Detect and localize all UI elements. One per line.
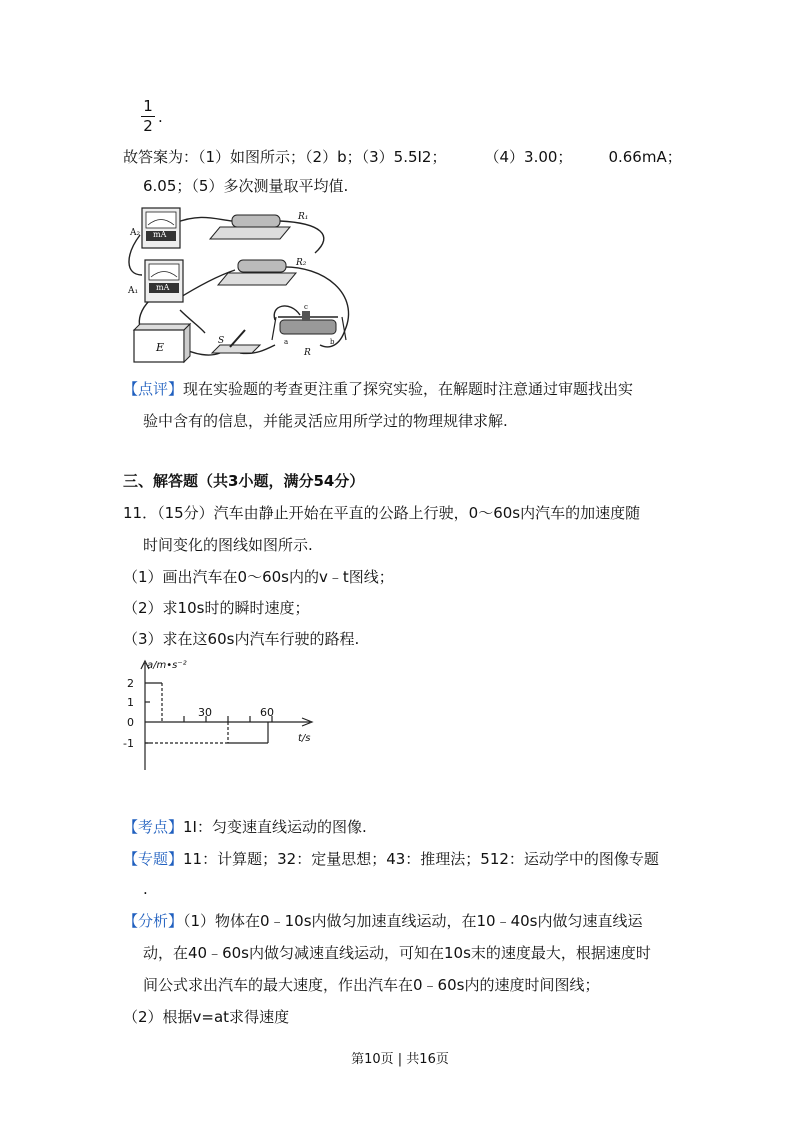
comment-line-1: [123, 378, 633, 400]
y-axis-label: a/m•s⁻²: [147, 660, 187, 671]
circuit-diagram: [120, 205, 360, 370]
y-tick-0: 0: [127, 716, 134, 729]
answer-part-1: 故答案为：（1）如图所示；（2）b；（3）5.5I2；: [123, 148, 447, 166]
answer-part-3: 0.66mA；: [608, 148, 682, 166]
label-e: E: [156, 341, 165, 354]
answer-line-1: [123, 146, 682, 168]
label-meter-a1: mA: [156, 283, 170, 292]
page-footer: 第10页 | 共16页: [351, 1052, 449, 1067]
acceleration-time-graph: [120, 655, 330, 780]
x-tick-60: 60: [260, 706, 274, 719]
fenxi-line-3: 间公式求出汽车的最大速度，作出汽车在0﹣60s内的速度时间图线；: [143, 976, 600, 994]
fenxi-line-2: 动，在40﹣60s内做匀减速直线运动，可知在10s末的速度最大，根据速度时: [143, 944, 651, 962]
fraction-one-half: [141, 98, 155, 135]
label-a: a: [284, 338, 289, 346]
ammeter-a2-icon: [142, 208, 180, 248]
comment-text-1: 现在实验题的考查更注重了探究实验，在解题时注意通过审题找出实: [183, 380, 634, 398]
label-s: S: [218, 336, 225, 346]
ammeter-a1-icon: [145, 260, 183, 302]
comment-tag: 【点评】: [123, 380, 184, 398]
kaodian-text: 1I：匀变速直线运动的图像.: [183, 818, 367, 836]
subquestion-3: （3）求在这60s内汽车行驶的路程.: [123, 630, 360, 648]
label-meter-a2: mA: [153, 230, 167, 239]
fraction-numerator: 1: [143, 97, 153, 115]
label-c: c: [304, 303, 308, 311]
resistor-r1-icon: [210, 215, 290, 239]
comment-line-2: 验中含有的信息，并能灵活应用所学过的物理规律求解.: [143, 412, 508, 430]
subquestion-2: （2）求10s时的瞬时速度；: [123, 599, 310, 617]
zhuanti-text: 11：计算题；32：定量思想；43：推理法；512：运动学中的图像专题: [183, 850, 659, 868]
fenxi-text-1: （1）物体在0﹣10s内做匀加速直线运动，在10﹣40s内做匀速直线运: [183, 912, 643, 930]
label-a1: A₁: [128, 286, 139, 296]
y-tick-1: 1: [127, 696, 134, 709]
kaodian-line: [123, 816, 367, 838]
label-r1: R₁: [298, 212, 309, 222]
rheostat-icon: [272, 311, 346, 340]
kaodian-tag: 【考点】: [123, 818, 184, 836]
resistor-r2-icon: [218, 260, 296, 285]
label-a2: A₂: [130, 228, 141, 238]
section-heading: 三、解答题（共3小题，满分54分）: [123, 472, 365, 490]
label-r2: R₂: [296, 258, 307, 268]
question-line-1: 11．（15分）汽车由静止开始在平直的公路上行驶，0～60s内汽车的加速度随: [123, 504, 641, 522]
x-tick-30: 30: [198, 706, 212, 719]
zhuanti-tag: 【专题】: [123, 850, 184, 868]
answer-line-2: 6.05；（5）多次测量取平均值.: [143, 177, 349, 195]
fenxi-line-1: [123, 910, 643, 932]
subquestion-1: （1）画出汽车在0～60s内的v﹣t图线；: [123, 568, 394, 586]
label-b: b: [330, 338, 335, 346]
zhuanti-line: [123, 848, 659, 870]
y-tick-2: 2: [127, 677, 134, 690]
label-r: R: [304, 348, 311, 358]
x-axis-label: t/s: [298, 733, 311, 744]
y-tick-minus-1: -1: [123, 737, 134, 750]
fraction-period: .: [158, 108, 163, 126]
fenxi-tag: 【分析】: [123, 912, 184, 930]
answer-part-2: （4）3.00；: [484, 148, 573, 166]
zhuanti-continuation: .: [143, 880, 148, 898]
fraction-denominator: 2: [143, 117, 153, 135]
fenxi-line-4: （2）根据v=at求得速度: [123, 1008, 290, 1026]
question-line-2: 时间变化的图线如图所示.: [143, 536, 313, 554]
